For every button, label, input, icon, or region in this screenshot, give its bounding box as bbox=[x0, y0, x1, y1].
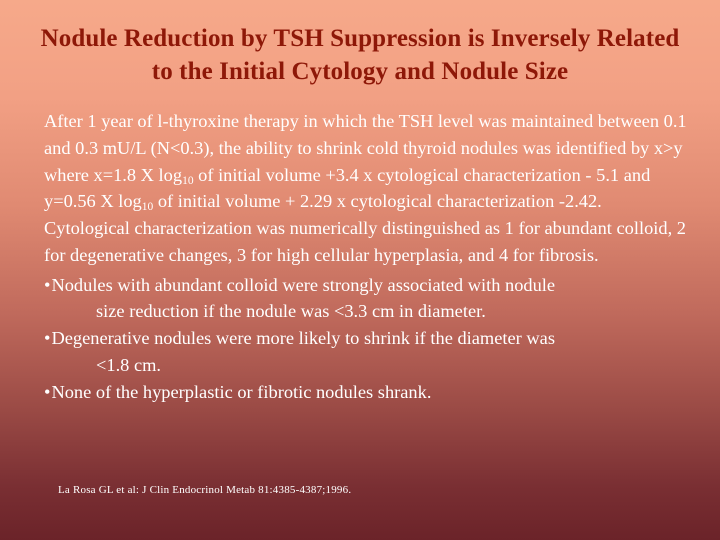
list-item-continuation bbox=[44, 298, 692, 325]
list-item-continuation bbox=[44, 352, 692, 379]
list-item-text: Degenerative nodules were more likely to shrink if the diameter was bbox=[51, 328, 555, 349]
slide-body bbox=[44, 108, 692, 405]
list-item-text-wrap: size reduction if the nodule was <3.3 cm in diameter. bbox=[96, 301, 486, 322]
list-item-text: None of the hyperplastic or fibrotic nodules shrank. bbox=[51, 381, 432, 402]
body-paragraph bbox=[44, 108, 692, 269]
log-subscript-1: 10 bbox=[182, 174, 194, 187]
list-item bbox=[44, 272, 692, 299]
citation-text: La Rosa GL et al: J Clin Endocrinol Metab 81:4385-4387;1996. bbox=[58, 484, 352, 496]
log-subscript-2: 10 bbox=[141, 201, 154, 214]
list-item bbox=[44, 325, 692, 352]
list-item-text-wrap: <1.8 cm. bbox=[96, 354, 162, 375]
paragraph-segment-1: After 1 year of l-thyroxine therapy in which the TSH level was maintained between 0.1 and 0.3 mU/L (N<0.3), the ability to shrink cold thyroid nodules was identified by x>y where x=1.8 X log bbox=[44, 111, 687, 185]
paragraph-segment-3: of initial volume + 2.29 x cytological characterization -2.42. Cytological characterization was numerically distinguished as 1 for abundant colloid, 2 for degenerative changes, 3 for high cellular hyperplasia, and 4 for fibrosis. bbox=[44, 191, 686, 265]
page-title: Nodule Reduction by TSH Suppression is Inversely Related to the Initial Cytology and Nodule Size bbox=[40, 25, 680, 85]
bullet-list bbox=[44, 272, 692, 406]
list-item bbox=[44, 379, 692, 406]
list-item-text: Nodules with abundant colloid were strongly associated with nodule bbox=[51, 274, 556, 295]
bullet-marker: • bbox=[44, 328, 51, 349]
paragraph-segment-2: of initial volume +3.4 x cytological characterization - 5.1 and y=0.56 X log bbox=[44, 164, 651, 212]
bullet-marker: • bbox=[44, 381, 51, 402]
bullet-marker: • bbox=[44, 274, 51, 295]
